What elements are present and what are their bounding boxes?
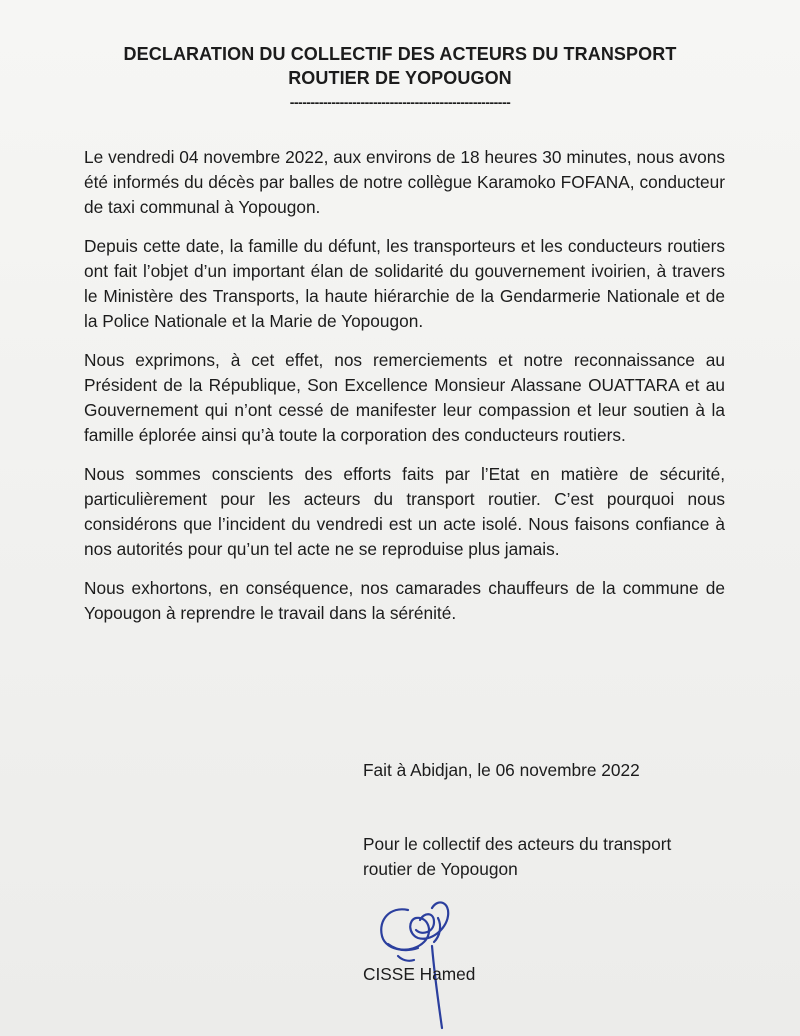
title-line-2: ROUTIER DE YOPOUGON [288,68,512,88]
collective-block [363,832,763,882]
paragraph-3: Nous exprimons, à cet effet, nos remerciements et notre reconnaissance au Président de la République, Son Excellence Monsieur Alassane OUATTARA et au Gouvernement qui n’ont cessé de manifester leur compassion et leur soutien à la famille éplorée ainsi qu’à toute la corporation des conducteurs routiers. [84,350,725,445]
place-and-date: Fait à Abidjan, le 06 novembre 2022 [363,760,640,780]
collective-line-2: routier de Yopougon [363,859,518,879]
title-line-1: DECLARATION DU COLLECTIF DES ACTEURS DU TRANSPORT [123,44,677,64]
handwritten-signature [368,890,478,1030]
paragraph-1: Le vendredi 04 novembre 2022, aux environs de 18 heures 30 minutes, nous avons été informés du décès par balles de notre collègue Karamoko FOFANA, conducteur de taxi communal à Yopougon. [84,147,725,217]
paragraph-5: Nous exhortons, en conséquence, nos camarades chauffeurs de la commune de Yopougon à reprendre le travail dans la sérénité. [84,578,725,623]
paragraph-2: Depuis cette date, la famille du défunt, les transporteurs et les conducteurs routiers ont fait l’objet d’un important élan de solidarité du gouvernement ivoirien, à travers le Ministère des Transports, la haute hiérarchie de la Gendarmerie Nationale et de la Police Nationale et la Marie de Yopougon. [84,236,725,331]
document-body [84,145,725,640]
title-separator: ----------------------------------------------------- [289,94,511,110]
document-title [0,42,800,90]
paragraph-4: Nous sommes conscients des efforts faits par l’Etat en matière de sécurité, particulièrement pour les acteurs du transport routier. C’est pourquoi nous considérons que l’incident du vendredi est un acte isolé. Nous faisons confiance à nos autorités pour qu’un tel acte ne se reproduise plus jamais. [84,464,725,559]
collective-line-1: Pour le collectif des acteurs du transport [363,834,672,854]
signer-name: CISSE Hamed [363,964,476,984]
